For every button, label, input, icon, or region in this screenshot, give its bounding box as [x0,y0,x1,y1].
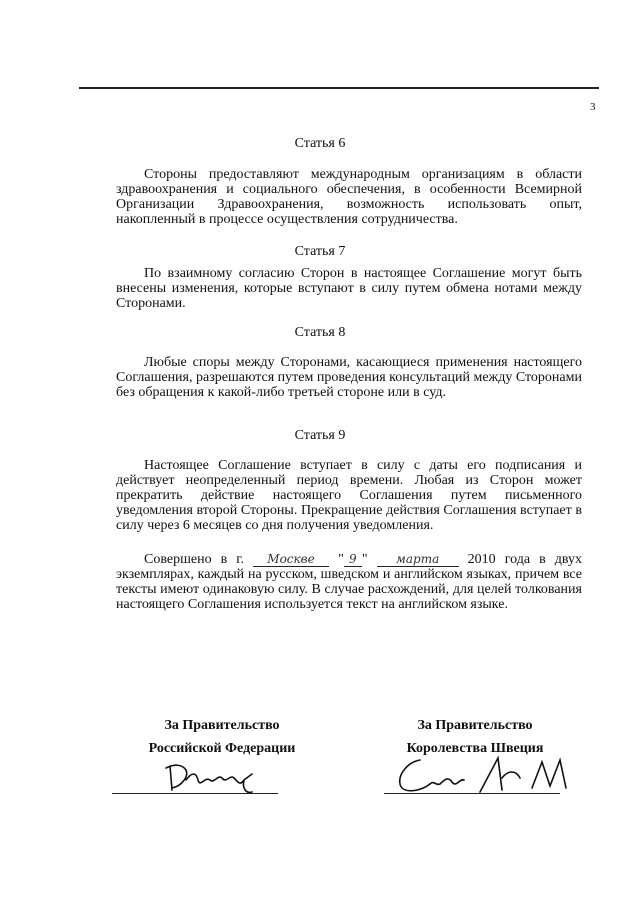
left-signatory-line2: Российской Федерации [148,741,296,756]
page-number: 3 [590,101,596,113]
article-9-heading: Статья 9 [294,428,346,443]
closing-prefix: Совершено в г. [144,552,244,567]
day-blank [344,553,362,567]
right-signatory-line2: Королевства Швеция [406,741,544,756]
closing-paragraph [116,552,582,612]
closing-year-text: 2010 года в двух экземплярах, каждый на русском, шведском и английском языках, причем все тексты имеют одинаковую силу. В случае расхождений, для целей толкования настоящего Соглашения используется текст на английском языке. [116,552,583,612]
city-blank [253,553,329,567]
quote-close: " [361,552,368,567]
article-6-heading: Статья 6 [294,136,346,151]
top-rule [79,87,599,89]
article-7-text: По взаимному согласию Сторон в настоящее Соглашение могут быть внесены изменения, которые вступают в силу путем обмена нотами между Сторонами. [116,266,582,311]
month-handwritten: марта [395,552,440,566]
day-handwritten: 9 [348,552,357,566]
city-handwritten: Москве [267,552,315,566]
article-9-text: Настоящее Соглашение вступает в силу с даты его подписания и действует неопределенный период времени. Любая из Сторон может прекратить действие настоящего Соглашения путем письменного уведомления второй Стороны. Прекращение действия Соглашения вступает в силу через 6 месяцев со дня получения уведомления. [116,458,582,533]
month-blank [377,553,459,567]
quote-open: " [338,552,344,567]
article-6-text: Стороны предоставляют международным организациям в области здравоохранения и социального обеспечения, в особенности Всемирной Организации Здравоохранения, возможность использовать опыт, накопленный в процессе осуществления сотрудничества. [116,167,582,227]
left-signature-line [112,793,278,794]
right-signature-line [384,793,560,794]
article-8-heading: Статья 8 [294,325,346,340]
left-signatory-line1: За Правительство [164,718,280,733]
right-signatory-line1: За Правительство [417,718,533,733]
article-7-heading: Статья 7 [294,244,346,259]
article-8-text: Любые споры между Сторонами, касающиеся применения настоящего Соглашения, разрешаются путем проведения консультаций между Сторонами без обращения к какой-либо третьей стороне или в суд. [116,355,582,400]
